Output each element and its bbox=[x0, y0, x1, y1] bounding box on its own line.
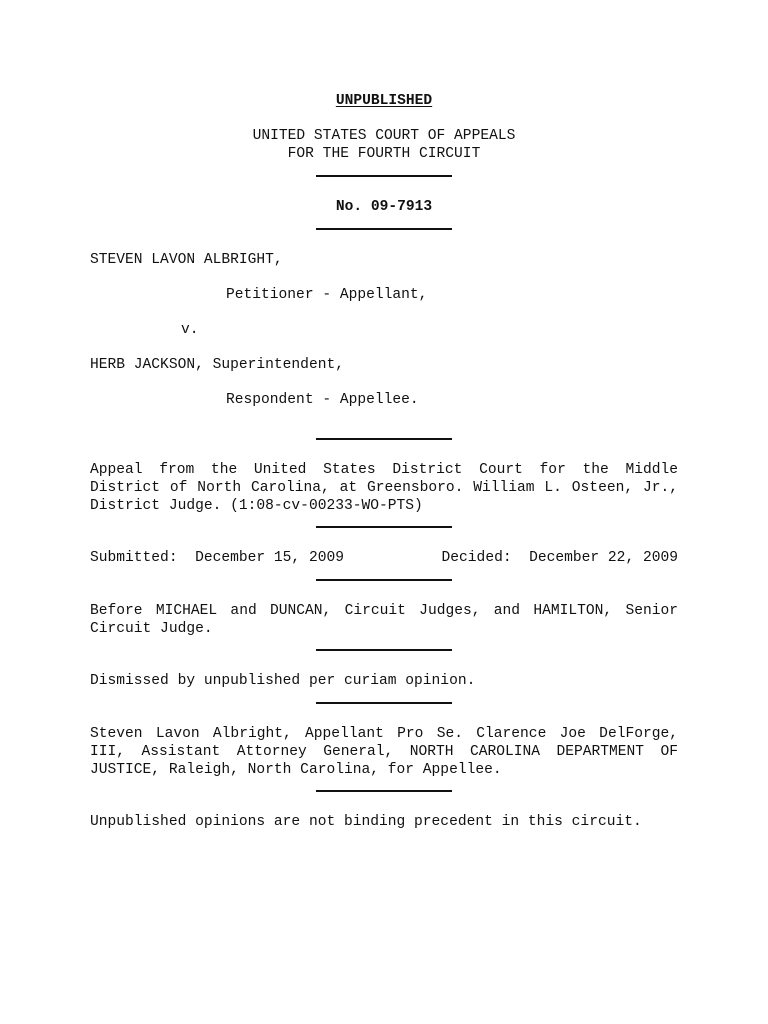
divider bbox=[316, 579, 452, 581]
counsel-paragraph: Steven Lavon Albright, Appellant Pro Se. Clarence Joe DelForge, III, Assistant Attorney General, NORTH CAROLINA DEPARTMENT OF JUSTICE, Raleigh, North Carolina, for Appellee. bbox=[90, 726, 678, 778]
divider bbox=[316, 526, 452, 528]
disposition: Dismissed by unpublished per curiam opinion. bbox=[90, 673, 476, 689]
divider bbox=[316, 702, 452, 704]
court-name-line2: FOR THE FOURTH CIRCUIT bbox=[287, 146, 481, 162]
court-name-line1: UNITED STATES COURT OF APPEALS bbox=[252, 128, 516, 144]
divider bbox=[316, 438, 452, 440]
petitioner-role: Petitioner - Appellant, bbox=[226, 287, 428, 303]
respondent-name: HERB JACKSON, Superintendent, bbox=[90, 357, 344, 373]
appeal-paragraph: Appeal from the United States District Court for the Middle District of North Carolina, at Greensboro. William L. Osteen, Jr., District Judge. (1:08-cv-00233-WO-PTS) bbox=[90, 462, 678, 514]
divider bbox=[316, 790, 452, 792]
dates-row bbox=[90, 549, 678, 567]
panel-paragraph: Before MICHAEL and DUNCAN, Circuit Judges, and HAMILTON, Senior Circuit Judge. bbox=[90, 603, 678, 637]
divider bbox=[316, 175, 452, 177]
decided-date: Decided: December 22, 2009 bbox=[441, 550, 678, 566]
divider bbox=[316, 228, 452, 230]
unpublished-heading: UNPUBLISHED bbox=[335, 93, 433, 109]
precedent-note: Unpublished opinions are not binding precedent in this circuit. bbox=[90, 814, 642, 830]
respondent-role: Respondent - Appellee. bbox=[226, 392, 419, 408]
petitioner-name: STEVEN LAVON ALBRIGHT, bbox=[90, 252, 283, 268]
case-number: No. 09-7913 bbox=[335, 199, 433, 215]
divider bbox=[316, 649, 452, 651]
submitted-date: Submitted: December 15, 2009 bbox=[90, 550, 344, 566]
versus: v. bbox=[181, 322, 199, 338]
